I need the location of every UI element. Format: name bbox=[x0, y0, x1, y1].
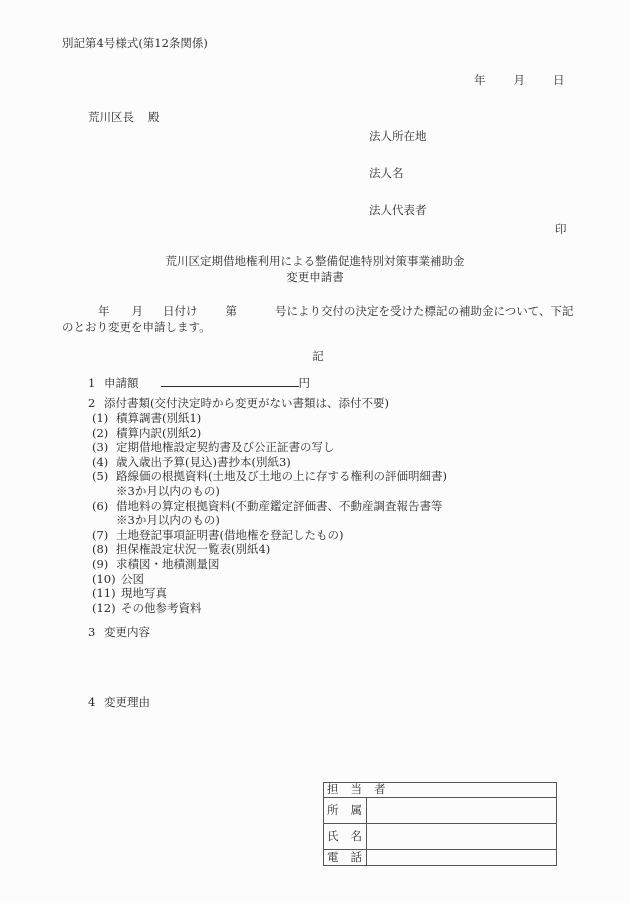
section-1-label: 申請額 bbox=[104, 376, 139, 390]
department-field[interactable] bbox=[367, 798, 557, 824]
contact-row-department bbox=[324, 798, 557, 824]
name-label: 氏 名 bbox=[324, 824, 367, 850]
body-number-prefix: 第 bbox=[225, 304, 237, 318]
attachment-list bbox=[92, 411, 447, 615]
section-1-number: 1 bbox=[88, 376, 96, 390]
yen-suffix: 円 bbox=[298, 376, 310, 390]
section-3-change-details bbox=[88, 627, 150, 639]
list-item: (9) 求積図・地積測量図 bbox=[92, 556, 220, 571]
applicant-name-label: 法人名 bbox=[369, 166, 404, 180]
form-number: 別記第4号様式(第12条関係) bbox=[62, 36, 208, 50]
contact-row-name bbox=[324, 824, 557, 850]
list-item: (4) 歳入歳出予算(見込)書抄本(別紙3) bbox=[92, 454, 291, 469]
section-3-label: 変更内容 bbox=[104, 625, 150, 639]
section-4-change-reason bbox=[88, 697, 150, 709]
contact-row-phone bbox=[324, 850, 557, 866]
list-item-note: ※3か月以内のもの) bbox=[116, 513, 220, 528]
department-label: 所 属 bbox=[324, 798, 367, 824]
list-item-note: ※3か月以内のもの) bbox=[116, 483, 220, 498]
list-item: (5) 路線価の根拠資料(土地及び土地の上に存する権利の評価明細書) bbox=[92, 469, 447, 484]
title-line-1: 荒川区定期借地権利用による整備促進特別対策事業補助金 bbox=[165, 254, 465, 268]
body-paragraph bbox=[62, 303, 582, 335]
phone-field[interactable] bbox=[367, 850, 557, 866]
section-2-attachments bbox=[88, 398, 389, 410]
list-item: (2) 積算内訳(別紙2) bbox=[92, 425, 202, 440]
section-4-number: 4 bbox=[88, 695, 96, 709]
contact-header-cell: 担 当 者 bbox=[324, 783, 557, 798]
list-item: (1) 積算調書(別紙1) bbox=[92, 411, 202, 425]
seal-mark: 印 bbox=[555, 222, 567, 236]
section-2-number: 2 bbox=[88, 396, 96, 410]
list-item: (6) 借地料の算定根拠資料(不動産鑑定評価書、不動産調査報告書等 bbox=[92, 498, 443, 513]
date-line bbox=[474, 75, 565, 87]
title-line-2: 変更申請書 bbox=[286, 270, 344, 284]
list-item: (3) 定期借地権設定契約書及び公正証書の写し bbox=[92, 440, 335, 455]
addressee-name: 荒川区長 bbox=[88, 110, 134, 124]
date-year-label: 年 bbox=[474, 73, 486, 87]
name-field[interactable] bbox=[367, 824, 557, 850]
section-4-label: 変更理由 bbox=[104, 695, 150, 709]
list-item: (11) 現地写真 bbox=[92, 586, 167, 601]
section-3-number: 3 bbox=[88, 625, 96, 639]
amount-input-line[interactable] bbox=[161, 375, 299, 387]
section-2-label: 添付書類(交付決定時から変更がない書類は、添付不要) bbox=[104, 396, 389, 410]
addressee-honorific: 殿 bbox=[148, 110, 160, 124]
list-item: (12) その他参考資料 bbox=[92, 600, 202, 615]
ki-heading: 記 bbox=[312, 349, 324, 363]
applicant-representative-label: 法人代表者 bbox=[369, 203, 427, 217]
date-day-label: 日 bbox=[553, 73, 565, 87]
contact-person-table bbox=[323, 782, 557, 866]
list-item: (10) 公図 bbox=[92, 571, 144, 586]
contact-header-row bbox=[324, 783, 557, 798]
phone-label: 電 話 bbox=[324, 850, 367, 866]
addressee bbox=[88, 112, 160, 124]
list-item: (7) 土地登記事項証明書(借地権を登記したもの) bbox=[92, 527, 344, 542]
body-year: 年 bbox=[98, 304, 110, 318]
applicant-address-label: 法人所在地 bbox=[369, 129, 427, 143]
body-text: 号により交付の決定を受けた標記の補助金について、下記のとおり変更を申請します。 bbox=[62, 304, 574, 334]
section-1-application-amount bbox=[88, 375, 310, 390]
body-month: 月 bbox=[131, 304, 143, 318]
body-dated: 日付け bbox=[163, 304, 198, 318]
date-month-label: 月 bbox=[513, 73, 525, 87]
list-item: (8) 担保権設定状況一覧表(別紙4) bbox=[92, 542, 271, 557]
document-title bbox=[0, 253, 630, 285]
